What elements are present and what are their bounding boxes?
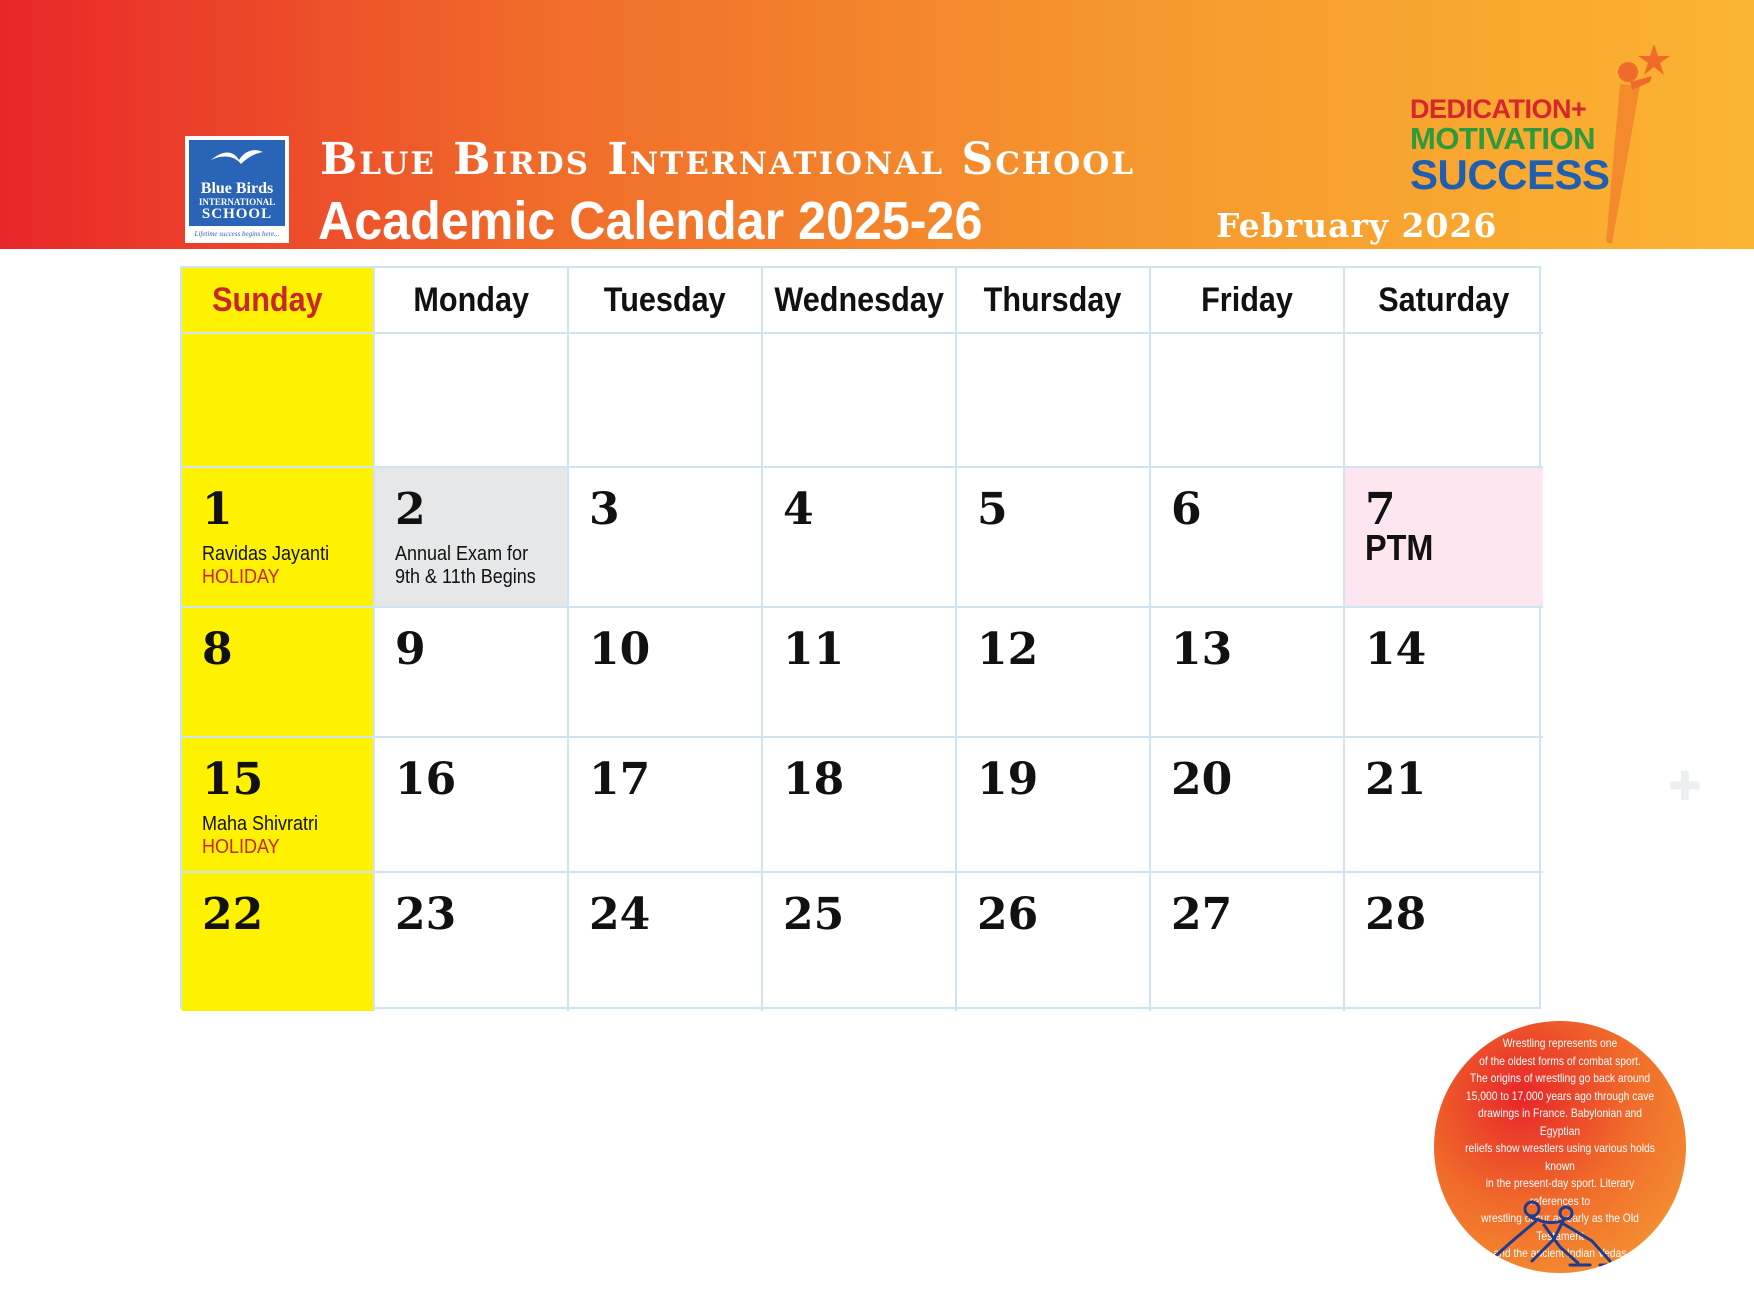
day-cell-28 — [1345, 873, 1543, 1011]
day-cell-2 — [375, 468, 569, 608]
day-cell-19 — [957, 738, 1151, 873]
day-number: 7 — [1365, 484, 1396, 535]
day-cell-21 — [1345, 738, 1543, 873]
day-cell-7 — [1345, 468, 1543, 608]
day-cell-empty — [1345, 334, 1543, 468]
day-cell-20 — [1151, 738, 1345, 873]
logo-line-3: SCHOOL — [201, 206, 273, 222]
school-logo — [185, 136, 289, 243]
day-number: 19 — [977, 754, 1039, 805]
holiday-tag: HOLIDAY — [202, 566, 280, 588]
fact-line: of the oldest forms of combat sport. — [1479, 1053, 1641, 1068]
logo-badge — [189, 140, 285, 226]
day-cell-empty — [569, 334, 763, 468]
event-ravidas-jayanti — [202, 543, 329, 589]
day-cell-18 — [763, 738, 957, 873]
weekday-header-saturday: Saturday — [1345, 268, 1543, 334]
day-number: 21 — [1365, 754, 1427, 805]
day-cell-empty — [375, 334, 569, 468]
day-cell-empty — [182, 334, 375, 468]
day-number: 17 — [589, 754, 651, 805]
bird-icon — [209, 146, 265, 168]
fact-line: in the present-day sport. Literary references to — [1485, 1176, 1635, 1208]
slogan-dedication: DEDICATION+ — [1410, 94, 1587, 124]
calendar-grid — [180, 266, 1541, 1009]
day-cell-14 — [1345, 608, 1543, 738]
day-number: 14 — [1365, 624, 1427, 675]
day-number: 1 — [202, 484, 233, 535]
holiday-tag: HOLIDAY — [202, 836, 280, 858]
day-number: 27 — [1171, 889, 1233, 940]
event-title: Ravidas Jayanti — [202, 543, 330, 565]
day-number: 23 — [395, 889, 457, 940]
fact-line: and the ancient Indian Vedas — [1493, 1246, 1627, 1260]
slogan-motivation: MOTIVATION — [1410, 121, 1595, 156]
day-cell-empty — [763, 334, 957, 468]
day-number: 9 — [395, 624, 426, 675]
day-number: 24 — [589, 889, 651, 940]
day-number: 22 — [202, 889, 264, 940]
logo-line-2: INTERNATIONAL — [198, 197, 276, 207]
day-cell-25 — [763, 873, 957, 1011]
day-number: 20 — [1171, 754, 1233, 805]
day-number: 2 — [395, 484, 426, 535]
day-cell-10 — [569, 608, 763, 738]
weekday-header-friday: Friday — [1151, 268, 1345, 334]
day-cell-15 — [182, 738, 375, 873]
fact-line: reliefs show wrestlers using various holds known — [1465, 1141, 1655, 1173]
day-cell-11 — [763, 608, 957, 738]
day-number: 26 — [977, 889, 1039, 940]
day-number: 12 — [977, 624, 1039, 675]
event-title: Annual Exam for — [395, 543, 529, 565]
day-cell-22 — [182, 873, 375, 1011]
day-cell-24 — [569, 873, 763, 1011]
day-number: 28 — [1365, 889, 1427, 940]
event-annual-exam — [395, 543, 536, 589]
event-maha-shivratri — [202, 813, 318, 859]
day-number: 13 — [1171, 624, 1233, 675]
day-cell-13 — [1151, 608, 1345, 738]
day-cell-6 — [1151, 468, 1345, 608]
day-cell-27 — [1151, 873, 1345, 1011]
day-cell-3 — [569, 468, 763, 608]
day-cell-empty — [957, 334, 1151, 468]
day-number: 4 — [783, 484, 814, 535]
plus-icon: ✚ — [1668, 764, 1702, 810]
day-cell-16 — [375, 738, 569, 873]
day-number: 3 — [589, 484, 620, 535]
wrestlers-illustration — [1470, 1191, 1620, 1271]
day-cell-8 — [182, 608, 375, 738]
event-subtitle: 9th & 11th Begins — [395, 566, 536, 588]
day-cell-9 — [375, 608, 569, 738]
day-number: 8 — [202, 624, 233, 675]
weekday-header-monday: Monday — [375, 268, 569, 334]
fact-line: 15,000 to 17,000 years ago through cave — [1465, 1088, 1655, 1103]
day-number: 18 — [783, 754, 845, 805]
fact-line: The origins of wrestling go back around — [1469, 1071, 1651, 1085]
day-number: 11 — [783, 624, 845, 675]
school-name: Blue Birds International School — [320, 134, 1136, 185]
day-number: 5 — [977, 484, 1008, 535]
day-cell-1 — [182, 468, 375, 608]
day-cell-4 — [763, 468, 957, 608]
event-title: Maha Shivratri — [202, 813, 319, 835]
day-cell-17 — [569, 738, 763, 873]
weekday-header-tuesday: Tuesday — [569, 268, 763, 334]
weekday-header-wednesday: Wednesday — [763, 268, 957, 334]
day-cell-26 — [957, 873, 1151, 1011]
month-label: February 2026 — [1216, 206, 1498, 245]
weekday-header-thursday: Thursday — [957, 268, 1151, 334]
day-cell-12 — [957, 608, 1151, 738]
fact-line: wrestling occur as early as the Old Testament — [1481, 1211, 1639, 1243]
slogan-success: SUCCESS — [1410, 151, 1610, 198]
slogan — [1410, 96, 1610, 196]
day-number: 6 — [1171, 484, 1202, 535]
day-number: 25 — [783, 889, 845, 940]
day-cell-5 — [957, 468, 1151, 608]
logo-tagline: Lifetime success begins here... — [194, 230, 280, 238]
wrestling-fact-bubble — [1434, 1021, 1686, 1273]
fact-line: Wrestling represents one — [1502, 1036, 1618, 1050]
day-number: 16 — [395, 754, 457, 805]
day-cell-23 — [375, 873, 569, 1011]
header-banner — [0, 0, 1754, 249]
logo-line-1: Blue Birds — [200, 180, 274, 197]
day-number: 15 — [202, 754, 264, 805]
weekday-header-sunday: Sunday — [182, 268, 375, 334]
day-number: 10 — [589, 624, 651, 675]
event-ptm: PTM — [1365, 527, 1434, 568]
calendar-title: Academic Calendar 2025-26 — [318, 191, 983, 251]
fact-line: drawings in France. Babylonian and Egyptian — [1477, 1106, 1643, 1138]
day-cell-empty — [1151, 334, 1345, 468]
